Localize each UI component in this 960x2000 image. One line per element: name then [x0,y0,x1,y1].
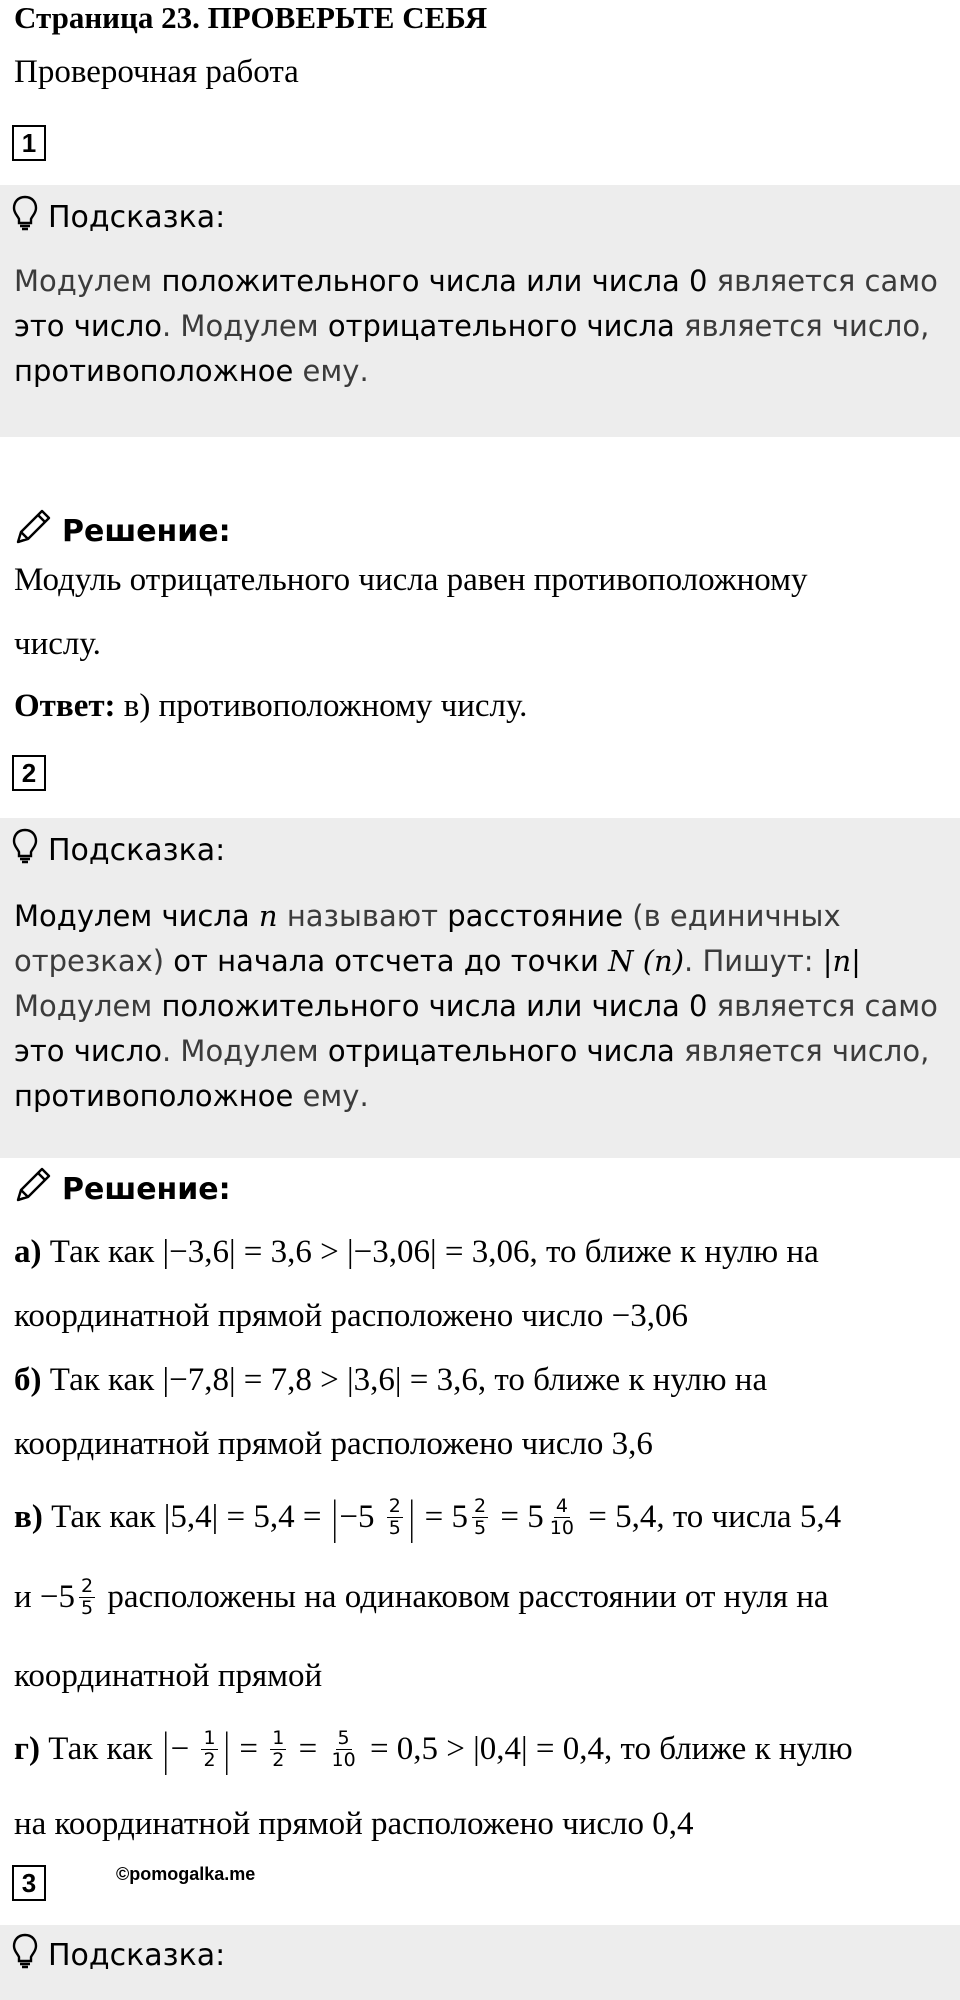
hint-bold: это число [14,309,162,343]
solution-text: = 5,4, то числа 5,4 [579,1499,842,1535]
fraction [330,1728,358,1771]
solution-v-line [14,1576,829,1619]
hint-text: ему. [293,1079,369,1113]
hint-box-2 [0,818,960,1158]
hint-text: отрезках) [14,944,174,978]
fraction [472,1496,488,1539]
pencil-icon [12,506,54,556]
solution-text: Так как |−3,6| = 3,6 > |−3,06| = 3,06, то ближе к нулю на [41,1234,819,1270]
hint-text: является число, [674,309,930,343]
hint-text-1 [14,259,944,394]
denominator: 10 [331,1749,356,1771]
hint-variable: N (n) [598,944,685,978]
item-label: а) [14,1234,42,1270]
solution-g-line [14,1723,853,1776]
numerator: 2 [474,1495,487,1517]
hint-bold: Модулем числа [14,899,250,933]
hint-text: . Модулем [161,309,328,343]
solution-text: Так как |−7,8| = 7,8 > |3,6| = 3,6, то ближе к нулю на [41,1362,768,1398]
fraction [548,1496,576,1539]
hint-bold: противоположное [14,1079,294,1113]
hint-text: Модулем [14,264,162,298]
hint-bold: положительного числа или числа 0 [161,264,708,298]
item-label: в) [14,1499,43,1535]
solution-title-2 [12,1164,231,1214]
page-title: Страница 23. ПРОВЕРЬТЕ СЕБЯ [14,0,488,35]
solution-text: − [170,1731,198,1767]
fraction [387,1496,403,1539]
lightbulb-icon [12,828,38,872]
numerator: 1 [272,1727,285,1749]
fraction [270,1728,286,1771]
hint-line [14,1074,944,1119]
hint-variable: |n| [822,944,861,978]
hint-bold: это число [14,1034,162,1068]
lightbulb-icon [12,1933,38,1977]
abs-bar: | [223,1723,230,1776]
fraction [79,1576,95,1619]
solution-b-line [14,1362,767,1399]
hint-text: является само [707,264,938,298]
item-label: б) [14,1362,42,1398]
answer-line [14,688,527,725]
denominator: 2 [272,1749,285,1771]
answer-label: Ответ: [14,688,116,724]
hint-text: ему. [293,354,369,388]
task-number-2: 2 [12,755,46,791]
solution-text: = 5 [416,1499,469,1535]
hint-line [14,894,944,939]
hint-line [14,939,944,984]
hint-title-3 [12,1933,225,1977]
solution-v-line: координатной прямой [14,1658,323,1694]
hint-text: (в единичных [623,899,841,933]
task-number-1: 1 [12,125,46,161]
solution-line: Модуль отрицательного числа равен противоположному [14,562,808,598]
hint-box-3 [0,1925,960,2000]
hint-text: Модулем [14,989,162,1023]
hint-text: является само [707,989,938,1023]
denominator: 5 [474,1517,487,1539]
hint-bold: отрицательного числа [327,309,675,343]
task-number-3: 3 [12,1865,46,1901]
solution-v-line [14,1491,842,1544]
hint-variable: n [249,899,287,933]
numerator: 1 [203,1727,216,1749]
solution-label: Решение: [62,1171,231,1207]
hint-line [14,984,944,1029]
hint-text: . Пишут: [684,944,823,978]
lightbulb-icon [12,195,38,239]
hint-bold: отрицательного числа [327,1034,675,1068]
abs-bar: | [408,1491,415,1544]
solution-a-line: координатной прямой расположено число −3,06 [14,1298,689,1334]
hint-bold: расстояние [447,899,624,933]
hint-bold: от начала отсчета до точки [173,944,599,978]
solution-text: = 0,5 > |0,4| = 0,4, то ближе к нулю [361,1731,853,1767]
denominator: 2 [203,1749,216,1771]
numerator: 5 [337,1727,350,1749]
solution-text: −5 [339,1499,383,1535]
hint-label: Подсказка: [48,832,226,868]
solution-b-line: координатной прямой расположено число 3,6 [14,1426,653,1462]
hint-text-2 [14,894,944,1119]
answer-text: в) противоположному числу. [115,688,528,724]
fraction [201,1728,217,1771]
denominator: 10 [549,1517,574,1539]
pencil-icon [12,1164,54,1214]
hint-bold: положительного числа или числа 0 [161,989,708,1023]
hint-line [14,1029,944,1074]
solution-text: Так как |5,4| = 5,4 = [42,1499,330,1535]
numerator: 2 [81,1575,94,1597]
numerator: 4 [555,1495,568,1517]
solution-text: = [290,1731,326,1767]
solution-g-line: на координатной прямой расположено число 0,4 [14,1806,694,1842]
abs-bar: | [331,1491,338,1544]
hint-title-2 [12,828,225,872]
watermark: ©pomogalka.me [116,1864,256,1884]
hint-text: называют [286,899,448,933]
solution-text: = [231,1731,267,1767]
numerator: 2 [388,1495,401,1517]
hint-bold: противоположное [14,354,294,388]
page-subtitle: Проверочная работа [14,54,299,90]
solution-text: Так как [39,1731,161,1767]
hint-label: Подсказка: [48,1937,226,1973]
solution-label: Решение: [62,513,231,549]
solution-title-1 [12,506,231,556]
hint-label: Подсказка: [48,199,226,235]
hint-box-1 [0,185,960,437]
solution-a-line [14,1234,819,1271]
denominator: 5 [388,1517,401,1539]
hint-text: . Модулем [161,1034,328,1068]
solution-text: = 5 [492,1499,544,1535]
solution-line: числу. [14,626,101,662]
abs-bar: | [162,1723,169,1776]
hint-text: является число, [674,1034,930,1068]
solution-text: расположены на одинаковом расстоянии от нуля на [99,1579,829,1615]
solution-text: и −5 [14,1579,76,1615]
item-label: г) [14,1731,40,1767]
hint-title-1 [12,195,225,239]
denominator: 5 [81,1597,94,1619]
